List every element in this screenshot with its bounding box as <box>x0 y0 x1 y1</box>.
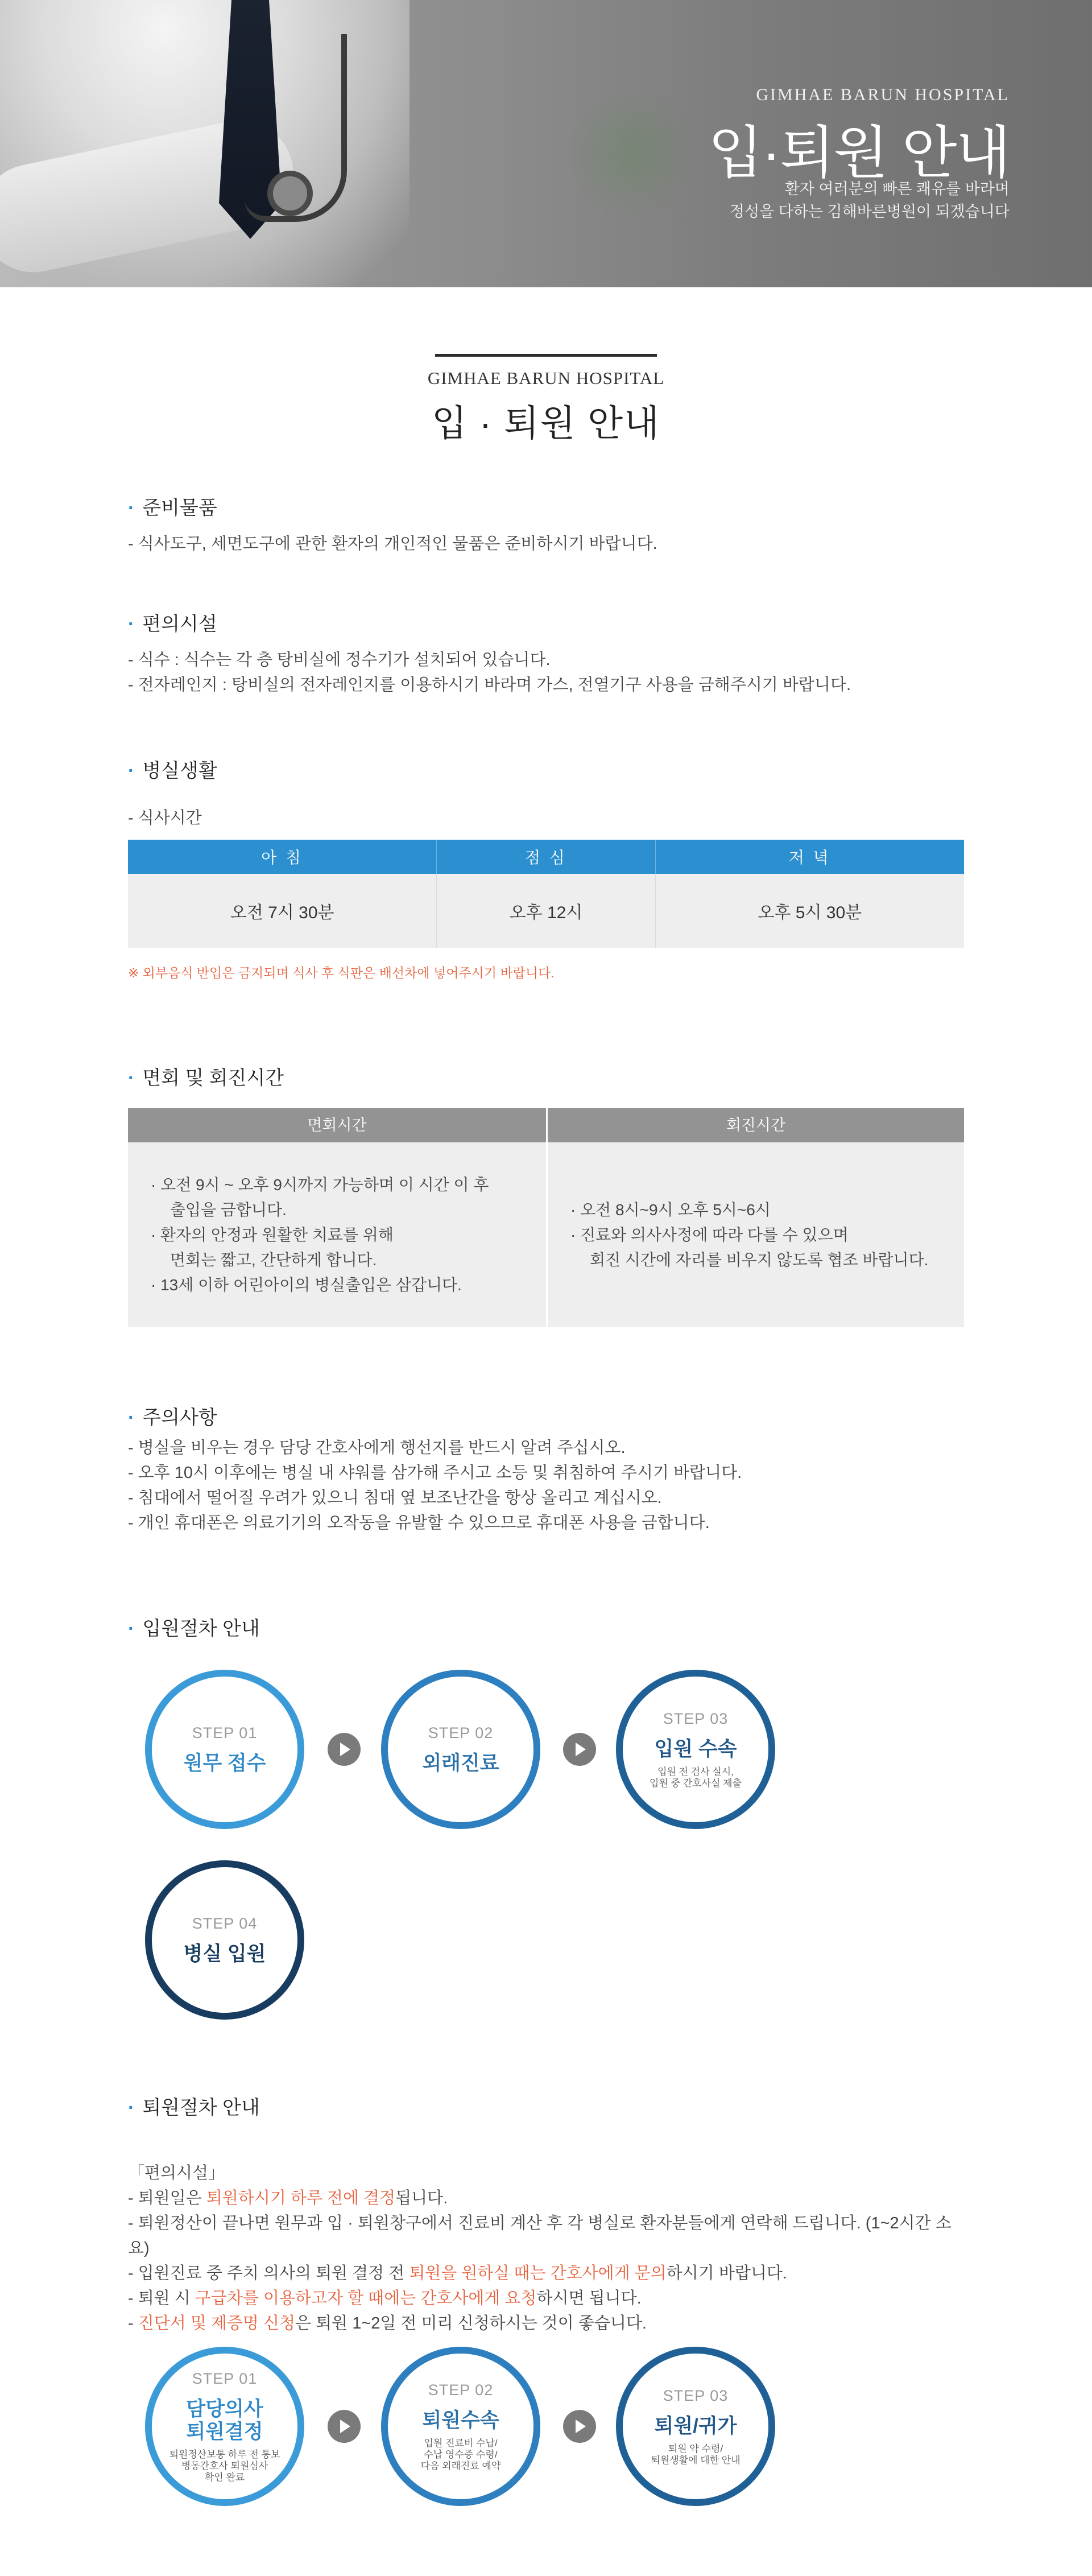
discharge-step-2 <box>381 2347 540 2506</box>
prep-block <box>128 494 964 556</box>
step-name: 외래진료 <box>422 1752 499 1774</box>
visit-item-text: · 오전 9시 ~ 오후 9시까지 가능하며 이 시간 이 후 <box>151 1175 489 1194</box>
visit-heading-text: 면회 및 회진시간 <box>142 1067 284 1089</box>
highlight-text: 구급차를 이용하고자 할 때에는 간호사에게 요청 <box>195 2289 537 2307</box>
round-hours-column <box>546 1108 964 1327</box>
visit-item-cont: 출입을 금합니다. <box>170 1200 287 1219</box>
caution-heading <box>128 1403 964 1432</box>
hero-subtitle-line: 환자 여러분의 빠른 쾌유를 바라며 <box>784 180 1010 197</box>
arrow-right-icon <box>563 1733 596 1766</box>
step-name: 병실 입원 <box>183 1942 266 1965</box>
visit-block <box>128 1064 964 1327</box>
visit-item-cont: 면회는 짧고, 간단하게 합니다. <box>170 1250 377 1269</box>
ward-heading <box>128 757 964 785</box>
meal-header-dinner: 저 녁 <box>655 840 964 874</box>
text: - 퇴원일은 <box>128 2189 206 2207</box>
background-plant <box>569 80 694 228</box>
visit-heading <box>128 1064 964 1092</box>
ward-block <box>128 757 964 981</box>
meal-time-breakfast: 오전 7시 30분 <box>128 874 437 948</box>
step-number: STEP 01 <box>192 2369 258 2387</box>
admission-step-2 <box>381 1670 540 1829</box>
hero-subtitle-line: 정성을 다하는 김해바른병원이 되겠습니다 <box>730 203 1010 220</box>
admission-heading-text: 입원절차 안내 <box>142 1618 260 1640</box>
round-item <box>570 1198 964 1223</box>
step-desc: 입원 진료비 수납/ 수납 영수증 수령/ 다음 외래진료 예약 <box>420 2437 501 2471</box>
bullet-icon: · <box>128 1407 135 1429</box>
bullet-icon: · <box>128 1067 135 1089</box>
round-hours-header: 회진시간 <box>548 1108 964 1142</box>
meal-table <box>128 840 964 948</box>
discharge-block <box>128 2094 964 2336</box>
visit-item <box>151 1273 546 1298</box>
prep-heading-text: 준비물품 <box>142 497 217 519</box>
discharge-subtitle: 「편의시설」 <box>128 2164 225 2182</box>
bullet-icon: · <box>128 497 135 519</box>
hero-banner <box>0 0 1092 287</box>
meal-header-lunch: 점 심 <box>437 840 655 874</box>
round-hours-body <box>548 1142 964 1327</box>
visit-item <box>151 1223 546 1273</box>
step-name: 퇴원/귀가 <box>654 2414 737 2437</box>
visit-hours-header: 면회시간 <box>128 1108 546 1142</box>
step-name: 담당의사 퇴원결정 <box>186 2397 263 2443</box>
caution-heading-text: 주의사항 <box>142 1407 217 1429</box>
header-rule <box>435 354 657 357</box>
highlight-text: 퇴원하시기 하루 전에 결정 <box>206 2189 396 2207</box>
arrow-right-icon <box>328 2410 361 2443</box>
step-name: 입원 수속 <box>654 1737 737 1760</box>
facility-line: - 식수 : 식수는 각 층 탕비실에 정수기가 설치되어 있습니다. <box>128 651 551 669</box>
step-number: STEP 03 <box>663 2387 729 2404</box>
visit-item <box>151 1173 546 1223</box>
caution-line: - 오후 10시 이후에는 병실 내 샤워를 삼가해 주시고 소등 및 취침하여 주시기 바랍니다. <box>128 1464 742 1482</box>
arrow-right-icon <box>563 2410 596 2443</box>
discharge-step-1 <box>145 2347 304 2506</box>
step-desc: 입원 전 검사 실시, 입원 중 간호사실 제출 <box>650 1766 742 1789</box>
visit-table <box>128 1108 964 1327</box>
visit-item-text: · 13세 이하 어린아이의 병실출입은 삼갑니다. <box>151 1275 462 1294</box>
step-number: STEP 03 <box>663 1710 729 1727</box>
caution-line: - 개인 휴대폰은 의료기기의 오작동을 유발할 수 있으므로 휴대폰 사용을 금합니다. <box>128 1514 710 1532</box>
highlight-text: 진단서 및 제증명 신청 <box>138 2314 296 2333</box>
visit-hours-body <box>128 1142 546 1327</box>
hero-subtitle <box>730 177 1010 223</box>
facility-line: - 전자레인지 : 탕비실의 전자레인지를 이용하시기 바라며 가스, 전열기구 사용을 금해주시기 바랍니다. <box>128 676 851 694</box>
section-title: 입 · 퇴원 안내 <box>432 403 660 444</box>
section-hospital-name: GIMHAE BARUN HOSPITAL <box>427 368 665 388</box>
meal-header-breakfast: 아 침 <box>128 840 437 874</box>
hero-title: 입·퇴원 안내 <box>708 121 1010 185</box>
stethoscope-head-icon <box>267 171 313 216</box>
bullet-icon: · <box>128 760 135 782</box>
bullet-icon: · <box>128 2097 135 2119</box>
bullet-icon: · <box>128 1618 135 1640</box>
hero-hospital-name: GIMHAE BARUN HOSPITAL <box>756 85 1010 104</box>
discharge-line <box>128 2311 964 2336</box>
meal-note: ※ 외부음식 반입은 금지되며 식사 후 식판은 배선차에 넣어주시기 바랍니다. <box>128 965 555 980</box>
discharge-line: - 퇴원정산이 끝나면 원무과 입 · 퇴원창구에서 진료비 계산 후 각 병실로 환자분들에게 연락해 드립니다. (1~2시간 소요) <box>128 2214 952 2257</box>
prep-line: - 식사도구, 세면도구에 관한 환자의 개인적인 물품은 준비하시기 바랍니다. <box>128 535 657 553</box>
round-item-cont: 회진 시간에 자리를 비우지 않도록 협조 바랍니다. <box>590 1250 929 1269</box>
step-number: STEP 02 <box>428 2381 494 2399</box>
visit-hours-column <box>128 1108 546 1327</box>
discharge-heading-text: 퇴원절차 안내 <box>142 2097 260 2119</box>
prep-heading <box>128 494 964 522</box>
text: 은 퇴원 1~2일 전 미리 신청하시는 것이 좋습니다. <box>295 2314 647 2333</box>
ward-heading-text: 병실생활 <box>142 760 217 782</box>
step-desc: 퇴원 약 수령/ 퇴원생활에 대한 안내 <box>651 2443 741 2466</box>
discharge-line <box>128 2286 964 2311</box>
meal-time-lunch: 오후 12시 <box>437 874 655 948</box>
text: 하시기 바랍니다. <box>666 2264 787 2282</box>
round-item-text: · 진료와 의사사정에 따라 다를 수 있으며 <box>570 1225 849 1244</box>
section-header <box>0 354 1092 447</box>
facility-block <box>128 610 964 697</box>
text: - <box>128 2314 138 2333</box>
facility-heading-text: 편의시설 <box>142 613 217 635</box>
step-name: 퇴원수속 <box>422 2409 499 2431</box>
admission-heading <box>128 1615 964 1643</box>
step-number: STEP 02 <box>428 1724 494 1741</box>
discharge-step-3 <box>616 2347 775 2506</box>
text: - 입원진료 중 주치 의사의 퇴원 결정 전 <box>128 2264 410 2282</box>
highlight-text: 퇴원을 원하실 때는 간호사에게 문의 <box>409 2264 667 2282</box>
round-item <box>570 1223 964 1273</box>
admission-block <box>128 1615 964 1643</box>
text: - 퇴원 시 <box>128 2289 195 2307</box>
step-desc: 퇴원정산보통 하루 전 통보 병동간호사 퇴원심사 확인 완료 <box>169 2449 280 2483</box>
arrow-right-icon <box>328 1733 361 1766</box>
caution-block <box>128 1403 964 1535</box>
step-number: STEP 04 <box>192 1914 258 1932</box>
round-item-text: · 오전 8시~9시 오후 5시~6시 <box>570 1200 771 1219</box>
admission-step-1 <box>145 1670 304 1829</box>
caution-line: - 병실을 비우는 경우 담당 간호사에게 행선지를 반드시 알려 주십시오. <box>128 1439 626 1457</box>
admission-step-3 <box>616 1670 775 1829</box>
step-name: 원무 접수 <box>183 1752 266 1774</box>
bullet-icon: · <box>128 613 135 635</box>
text: 하시면 됩니다. <box>536 2289 642 2307</box>
discharge-line <box>128 2186 964 2211</box>
discharge-line <box>128 2261 964 2286</box>
meal-time-dinner: 오후 5시 30분 <box>655 874 964 948</box>
admission-step-4 <box>145 1860 304 2020</box>
step-number: STEP 01 <box>192 1724 258 1741</box>
meal-time-label: - 식사시간 <box>128 809 202 827</box>
visit-item-text: · 환자의 안정과 원활한 치료를 위해 <box>151 1225 394 1244</box>
discharge-heading <box>128 2094 964 2122</box>
text: 됩니다. <box>395 2189 448 2207</box>
facility-heading <box>128 610 964 638</box>
caution-line: - 침대에서 떨어질 우려가 있으니 침대 옆 보조난간을 항상 올리고 계십시오. <box>128 1489 662 1507</box>
